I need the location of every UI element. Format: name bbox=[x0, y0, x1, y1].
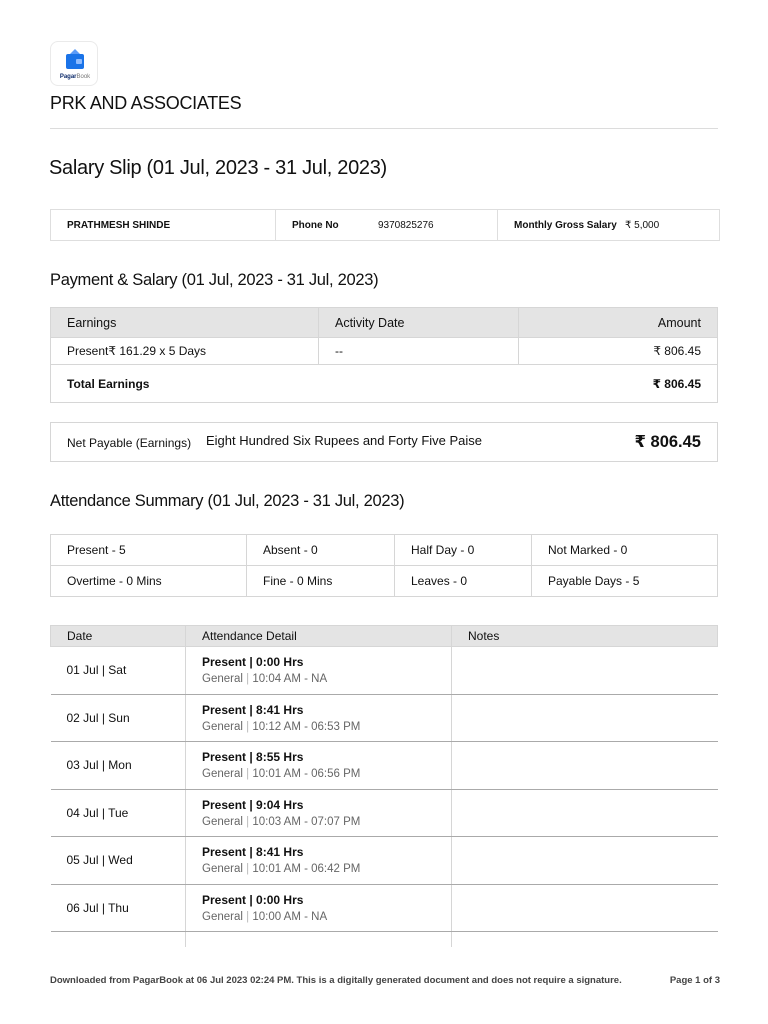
row-notes bbox=[452, 789, 718, 837]
row-date: 06 Jul | Thu bbox=[51, 884, 186, 932]
row-status: Present | 8:41 Hrs bbox=[202, 702, 304, 717]
employee-name: PRATHMESH SHINDE bbox=[67, 219, 171, 231]
present-count: Present - 5 bbox=[51, 535, 247, 566]
logo-wordmark: PagarBook bbox=[59, 74, 91, 80]
row-status: Present | 0:00 Hrs bbox=[202, 892, 304, 907]
notes-header: Notes bbox=[452, 626, 718, 647]
earning-activity-date: -- bbox=[319, 338, 519, 365]
row-shift: General | 10:04 AM - NA bbox=[202, 673, 328, 686]
row-date: 04 Jul | Tue bbox=[51, 789, 186, 837]
row-status: Present | 8:55 Hrs bbox=[202, 750, 304, 765]
total-earnings-label: Total Earnings bbox=[51, 365, 519, 403]
row-detail bbox=[186, 837, 452, 885]
table-row bbox=[51, 742, 718, 790]
row-detail bbox=[186, 694, 452, 742]
phone-value: 9370825276 bbox=[378, 219, 434, 231]
table-row bbox=[51, 789, 718, 837]
amount-header: Amount bbox=[519, 308, 718, 338]
half-day-count: Half Day - 0 bbox=[395, 535, 532, 566]
pagarbook-logo bbox=[50, 41, 98, 86]
row-date: 02 Jul | Sun bbox=[51, 694, 186, 742]
table-row bbox=[51, 837, 718, 885]
row-detail bbox=[186, 647, 452, 695]
row-shift: General | 10:01 AM - 06:42 PM bbox=[202, 863, 361, 876]
attendance-summary-row bbox=[51, 566, 718, 597]
payable-days-count: Payable Days - 5 bbox=[532, 566, 718, 597]
net-payable-amount: ₹ 806.45 bbox=[634, 433, 701, 451]
row-shift: General | 10:12 AM - 06:53 PM bbox=[202, 720, 361, 733]
net-payable-label: Net Payable (Earnings) bbox=[67, 436, 192, 450]
row-status: Present | 9:04 Hrs bbox=[202, 797, 304, 812]
row-detail bbox=[186, 789, 452, 837]
phone-label: Phone No bbox=[292, 219, 339, 231]
fine-value: Fine - 0 Mins bbox=[247, 566, 395, 597]
slip-title: Salary Slip (01 Jul, 2023 - 31 Jul, 2023) bbox=[49, 157, 387, 179]
date-header: Date bbox=[51, 626, 186, 647]
row-status: Present | 8:41 Hrs bbox=[202, 845, 304, 860]
row-date: 05 Jul | Wed bbox=[51, 837, 186, 885]
employee-info-bar bbox=[50, 209, 720, 241]
table-row bbox=[51, 647, 718, 695]
earning-item: Present₹ 161.29 x 5 Days bbox=[51, 338, 319, 365]
overtime-value: Overtime - 0 Mins bbox=[51, 566, 247, 597]
row-shift: General | 10:01 AM - 06:56 PM bbox=[202, 768, 361, 781]
leaves-count: Leaves - 0 bbox=[395, 566, 532, 597]
employee-name-cell bbox=[51, 210, 276, 240]
gross-salary-cell bbox=[498, 210, 719, 240]
row-notes bbox=[452, 837, 718, 885]
gross-salary-value: ₹ 5,000 bbox=[625, 219, 660, 231]
attendance-detail-table bbox=[50, 625, 718, 947]
table-row-continued bbox=[51, 932, 718, 947]
net-payable-box bbox=[50, 422, 718, 462]
row-shift: General | 10:00 AM - NA bbox=[202, 910, 328, 923]
wallet-icon bbox=[63, 47, 87, 73]
page-number: Page 1 of 3 bbox=[669, 975, 720, 986]
attendance-detail-header: Attendance Detail bbox=[186, 626, 452, 647]
row-notes bbox=[452, 884, 718, 932]
page-footer bbox=[50, 975, 720, 986]
earnings-row bbox=[51, 338, 718, 365]
payment-section-title: Payment & Salary (01 Jul, 2023 - 31 Jul, 2023) bbox=[50, 271, 379, 289]
not-marked-count: Not Marked - 0 bbox=[532, 535, 718, 566]
row-shift: General | 10:03 AM - 07:07 PM bbox=[202, 815, 361, 828]
row-date: 03 Jul | Mon bbox=[51, 742, 186, 790]
activity-date-header: Activity Date bbox=[319, 308, 519, 338]
row-notes bbox=[452, 742, 718, 790]
row-date: 01 Jul | Sat bbox=[51, 647, 186, 695]
phone-cell bbox=[276, 210, 498, 240]
company-name: PRK AND ASSOCIATES bbox=[50, 93, 242, 113]
footer-note: Downloaded from PagarBook at 06 Jul 2023 02:24 PM. This is a digitally generated document and does not require a signature. bbox=[50, 975, 622, 986]
earning-amount: ₹ 806.45 bbox=[519, 338, 718, 365]
absent-count: Absent - 0 bbox=[247, 535, 395, 566]
header-divider bbox=[50, 128, 718, 129]
earnings-table bbox=[50, 307, 718, 403]
earnings-header: Earnings bbox=[51, 308, 319, 338]
earnings-header-row bbox=[51, 308, 718, 338]
attendance-summary-row bbox=[51, 535, 718, 566]
gross-salary-label: Monthly Gross Salary bbox=[514, 219, 617, 231]
row-status: Present | 0:00 Hrs bbox=[202, 655, 304, 670]
table-row bbox=[51, 694, 718, 742]
row-detail bbox=[186, 884, 452, 932]
row-notes bbox=[452, 694, 718, 742]
total-earnings-amount: ₹ 806.45 bbox=[519, 365, 718, 403]
attendance-detail-header-row bbox=[51, 626, 718, 647]
attendance-summary-table bbox=[50, 534, 718, 597]
total-earnings-row bbox=[51, 365, 718, 403]
attendance-section-title: Attendance Summary (01 Jul, 2023 - 31 Jul, 2023) bbox=[50, 492, 405, 510]
table-row bbox=[51, 884, 718, 932]
row-notes bbox=[452, 647, 718, 695]
row-detail bbox=[186, 742, 452, 790]
net-payable-words: Eight Hundred Six Rupees and Forty Five Paise bbox=[206, 432, 483, 448]
